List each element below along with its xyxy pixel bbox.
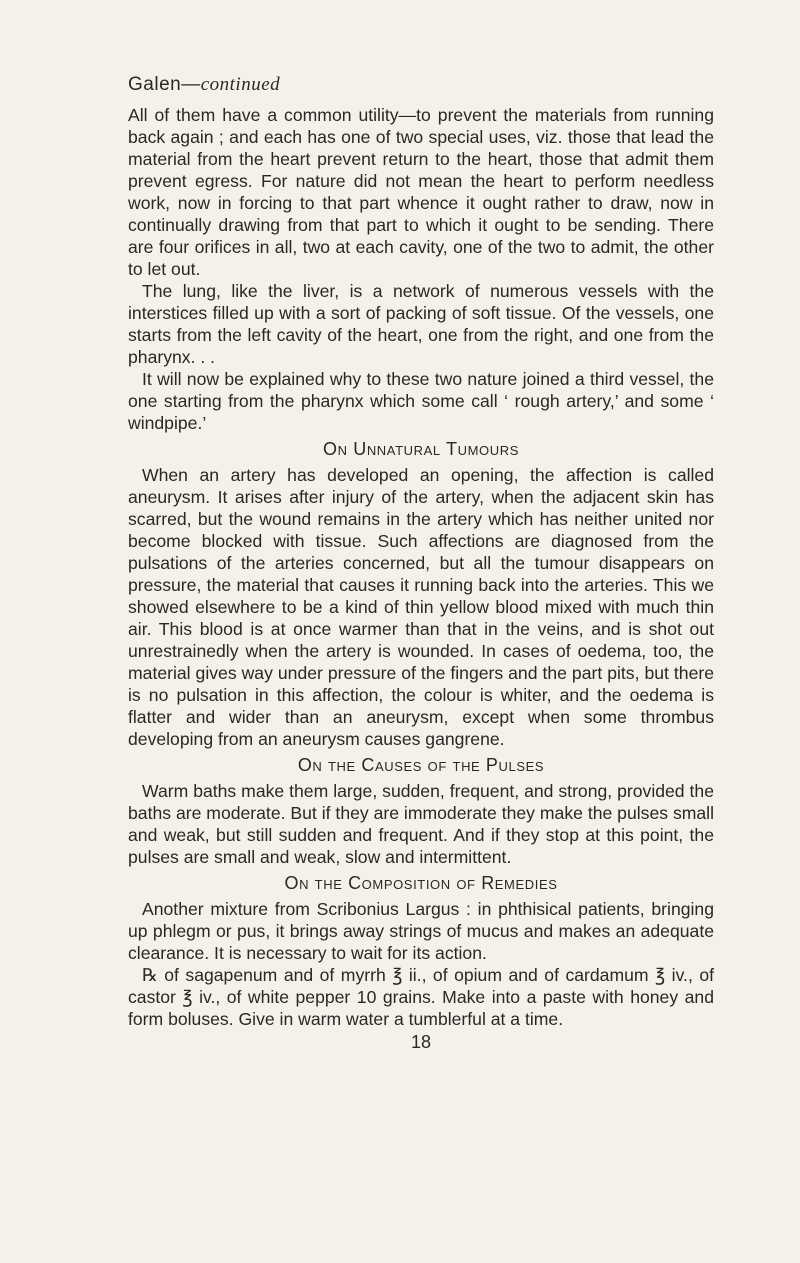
paragraph-windpipe: It will now be explained why to these two nature joined a third vessel, the one starting from the pharynx which some call ‘ rough artery,’ and some ‘ windpipe.’ — [128, 369, 714, 433]
running-head — [128, 74, 714, 96]
running-head-author: Galen — [128, 74, 182, 95]
paragraph-aneurysm: When an artery has developed an opening, the affection is called aneurysm. It arises after injury of the artery, when the adjacent skin has scarred, but the wound remains in the artery which has neither united nor become blocked with tissue. Such affections are diagnosed from the pulsations of the arteries concerned, but all the tumour disappears on pressure, the material that causes it running back into the arteries. This we showed elsewhere to be a kind of thin yellow blood mixed with much thin air. This blood is at once warmer than that in the veins, and is shot out unrestrainedly when the artery is wounded. In cases of oedema, too, the material gives way under pressure of the fingers and the part pits, but there is no pulsation in this affection, the colour is whiter, and the oedema is flatter and wider than an aneurysm, except when some thrombus developing from an aneurysm causes gangrene. — [128, 465, 714, 749]
heading-causes-of-pulses: On the Causes of the Pulses — [297, 755, 545, 775]
page-number: 18 — [410, 1032, 432, 1052]
paragraph-warm-baths: Warm baths make them large, sudden, frequent, and strong, provided the baths are moderate. But if they are immoderate they make the pulses small and weak, but still sudden and frequent. And if they stop at this point, the pulses are small and weak, slow and intermittent. — [128, 781, 714, 867]
paragraph-orifices: All of them have a common utility—to prevent the materials from running back again ; and each has one of two special uses, viz. those that lead the material from the heart prevent return to the heart, those that admit them prevent egress. For nature did not mean the heart to perform needless work, now in forcing to that part whence it ought rather to draw, now in continually drawing from that part to which it ought to be sending. There are four orifices in all, two at each cavity, one of the two to admit, the other to let out. — [128, 105, 714, 279]
heading-unnatural-tumours: On Unnatural Tumours — [323, 439, 519, 459]
heading-composition-of-remedies: On the Composition of Remedies — [284, 873, 558, 893]
page-body — [128, 74, 714, 1053]
paragraph-recipe: ℞ of sagapenum and of myrrh ℥ ii., of opium and of cardamum ℥ iv., of castor ℥ iv., of white pepper 10 grains. Make into a paste with honey and form boluses. Give in warm water a tumblerful at a time. — [128, 965, 714, 1029]
paragraph-scribonius-mixture: Another mixture from Scribonius Largus : in phthisical patients, bringing up phlegm or pus, it brings away strings of mucus and makes an adequate clearance. It is necessary to wait for its action. — [128, 899, 714, 963]
running-head-continued: continued — [200, 74, 281, 95]
running-head-dash: — — [181, 74, 201, 95]
paragraph-lung: The lung, like the liver, is a network of numerous vessels with the interstices filled up with a sort of packing of soft tissue. Of the vessels, one starts from the left cavity of the heart, one from the right, and one from the pharynx. . . — [128, 281, 714, 367]
